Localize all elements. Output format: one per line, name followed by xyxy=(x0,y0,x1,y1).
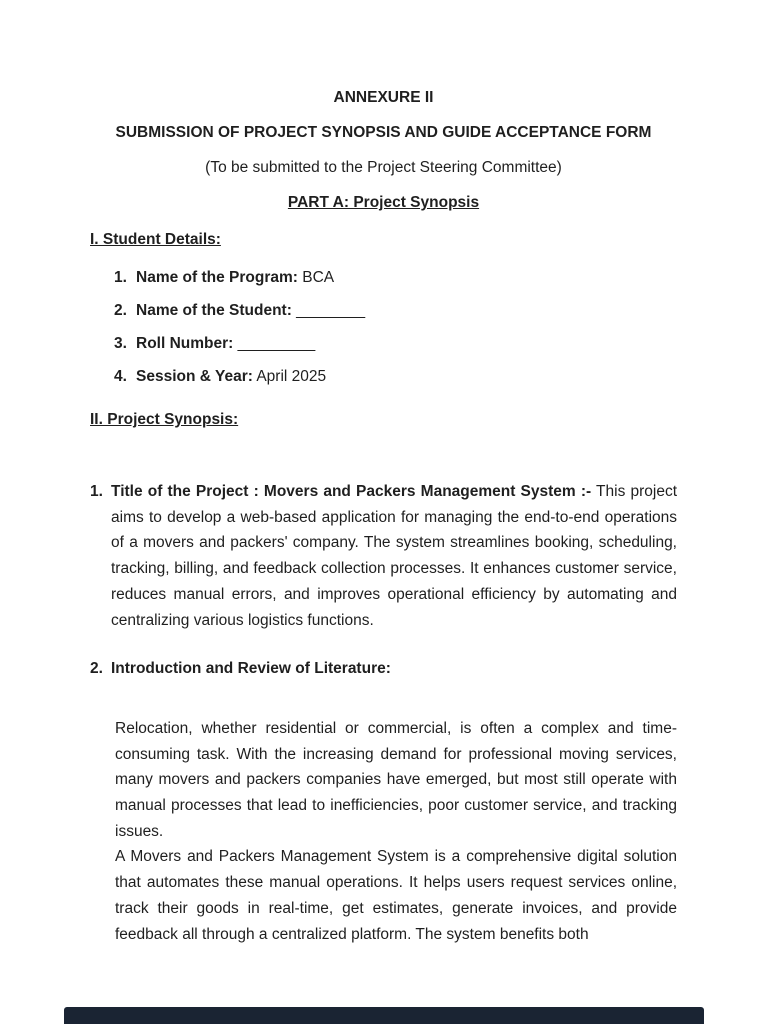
synopsis-item-1-body xyxy=(111,479,677,633)
list-item-text xyxy=(136,301,365,320)
list-item-number: 1. xyxy=(90,483,103,500)
list-item xyxy=(114,301,677,320)
project-synopsis-heading: II. Project Synopsis: xyxy=(90,411,239,428)
synopsis-item-1 xyxy=(90,479,677,633)
list-item-number: 3. xyxy=(114,335,127,352)
list-item-text xyxy=(136,367,326,386)
field-value: April 2025 xyxy=(252,368,327,385)
field-label: Session & Year: xyxy=(136,368,253,385)
student-details-list xyxy=(90,268,677,386)
field-value: _________ xyxy=(233,335,316,352)
synopsis-item-2-paragraphs xyxy=(115,716,677,947)
list-item-number: 2. xyxy=(90,660,103,678)
synopsis-item-1-row xyxy=(90,479,677,633)
field-value: ________ xyxy=(291,302,366,319)
annexure-title: ANNEXURE II xyxy=(333,89,434,106)
paragraph: Relocation, whether residential or commercial, is often a complex and time-consuming task. With the increasing demand for professional moving services, many movers and packers companies have emerged, but most still operate with manual processes that lead to inefficiencies, poor customer service, and tracking issues. xyxy=(115,719,677,840)
list-item-number: 4. xyxy=(114,368,127,385)
list-item xyxy=(114,268,677,287)
synopsis-item-2-row xyxy=(90,656,677,682)
list-item-text xyxy=(136,334,315,353)
field-label: Name of the Program: xyxy=(136,269,298,286)
list-item-text xyxy=(136,268,334,287)
synopsis-item-1-title: Title of the Project : Movers and Packers Management System :- xyxy=(111,483,592,500)
synopsis-item-1-text: This project aims to develop a web-based application for managing the end-to-end operations of a movers and packers' company. The system streamlines booking, scheduling, tracking, billing, and feedback collection processes. It enhances customer service, reduces manual errors, and improves operational efficiency by automating and centralizing various logistics functions. xyxy=(111,483,677,629)
paragraph: A Movers and Packers Management System is a comprehensive digital solution that automates these manual operations. It helps users request services online, track their goods in real-time, get estimates, generate invoices, and provide feedback all through a centralized platform. The system benefits both xyxy=(115,848,677,943)
student-details-heading: I. Student Details: xyxy=(90,231,221,248)
part-a-title: PART A: Project Synopsis xyxy=(287,194,480,211)
form-title: SUBMISSION OF PROJECT SYNOPSIS AND GUIDE ACCEPTANCE FORM xyxy=(115,124,652,141)
page-bottom-bar xyxy=(64,1007,704,1024)
field-label: Name of the Student: xyxy=(136,302,292,319)
list-item-number: 2. xyxy=(114,302,127,319)
field-label: Roll Number: xyxy=(136,335,234,352)
list-item xyxy=(114,334,677,353)
form-subtitle: (To be submitted to the Project Steering Committee) xyxy=(205,159,562,176)
synopsis-item-2-title: Introduction and Review of Literature: xyxy=(111,660,391,678)
field-value: BCA xyxy=(297,269,335,286)
list-item xyxy=(114,367,677,386)
list-item-number: 1. xyxy=(114,269,127,286)
synopsis-item-2 xyxy=(90,656,677,947)
synopsis-item-2-heading xyxy=(111,656,677,682)
